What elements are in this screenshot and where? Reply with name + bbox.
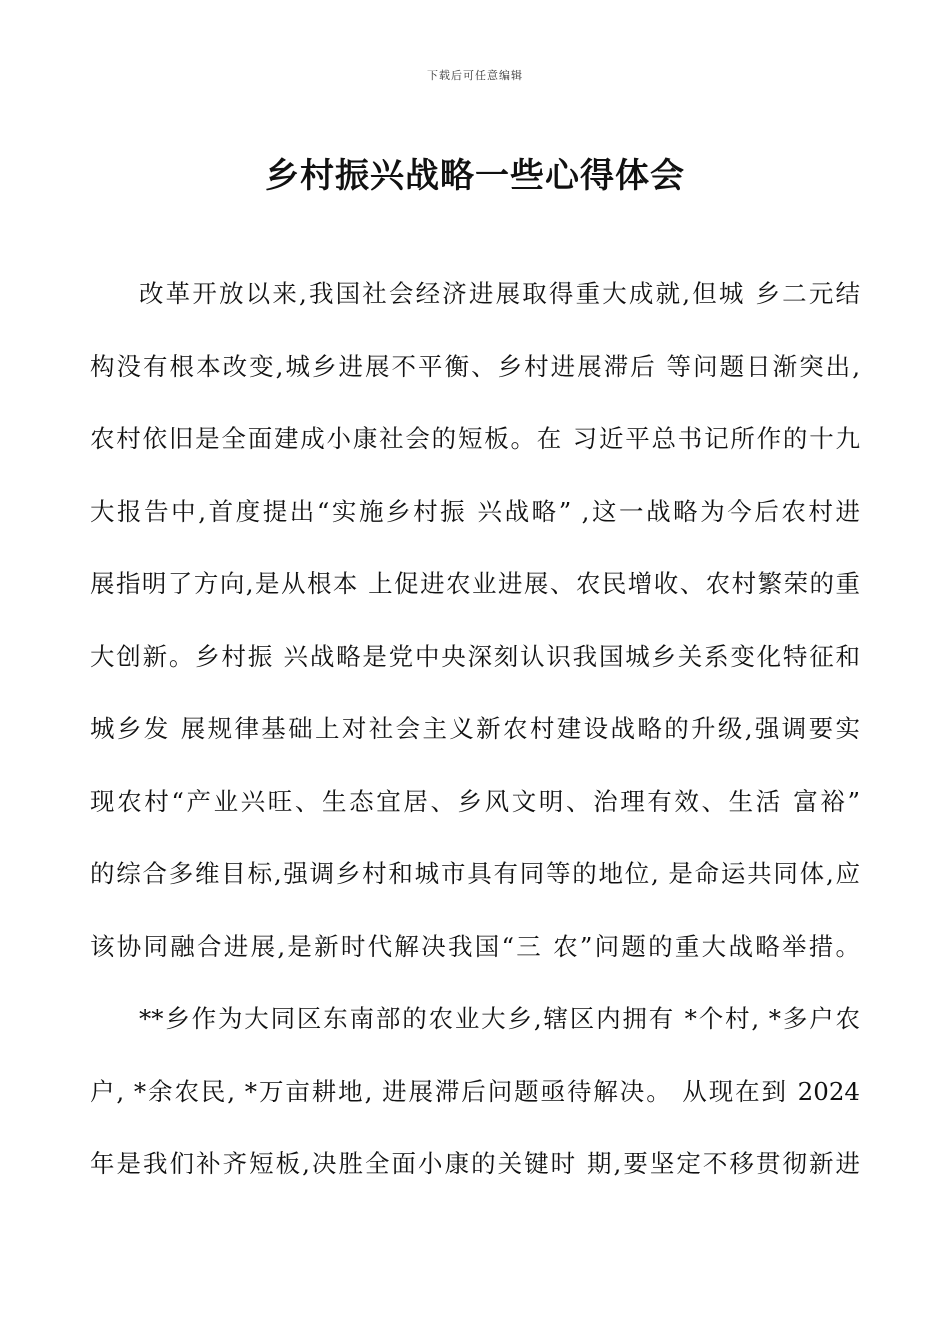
header-note: 下载后可任意编辑 (427, 69, 523, 82)
document-body (90, 258, 860, 1201)
paragraph-line: 的综合多维目标,强调乡村和城市具有同等的地位, 是命运共同体,应 (90, 859, 860, 888)
paragraph-line: 大报告中,首度提出“实施乡村振 兴战略” ,这一战略为今后农村进 (90, 496, 860, 526)
paragraph-line: 该协同融合进展,是新时代解决我国“三 农”问题的重大战略举措。 (90, 931, 860, 961)
paragraph-line: **乡作为大同区东南部的农业大乡,辖区内拥有 *个村, *多户农 (139, 1004, 860, 1033)
paragraph-line: 城乡发 展规律基础上对社会主义新农村建设战略的升级,强调要实 (90, 714, 860, 743)
document-title: 乡村振兴战略一些心得体会 (265, 156, 685, 196)
paragraph-line: 大创新。乡村振 兴战略是党中央深刻认识我国城乡关系变化特征和 (90, 641, 860, 671)
paragraph-line: 展指明了方向,是从根本 上促进农业进展、农民增收、农村繁荣的重 (90, 569, 860, 598)
paragraph-line: 改革开放以来,我国社会经济进展取得重大成就,但城 乡二元结 (139, 279, 860, 308)
paragraph-line: 构没有根本改变,城乡进展不平衡、乡村进展滞后 等问题日渐突出, (90, 351, 860, 381)
paragraph-line: 现农村“产业兴旺、生态宜居、乡风文明、治理有效、生活 富裕” (90, 786, 860, 816)
paragraph-line: 年是我们补齐短板,决胜全面小康的关键时 期,要坚定不移贯彻新进 (90, 1149, 860, 1178)
paragraph-line: 农村依旧是全面建成小康社会的短板。在 习近平总书记所作的十九 (90, 424, 860, 453)
paragraph-line: 户, *余农民, *万亩耕地, 进展滞后问题亟待解决。 从现在到 2024 (90, 1076, 860, 1106)
